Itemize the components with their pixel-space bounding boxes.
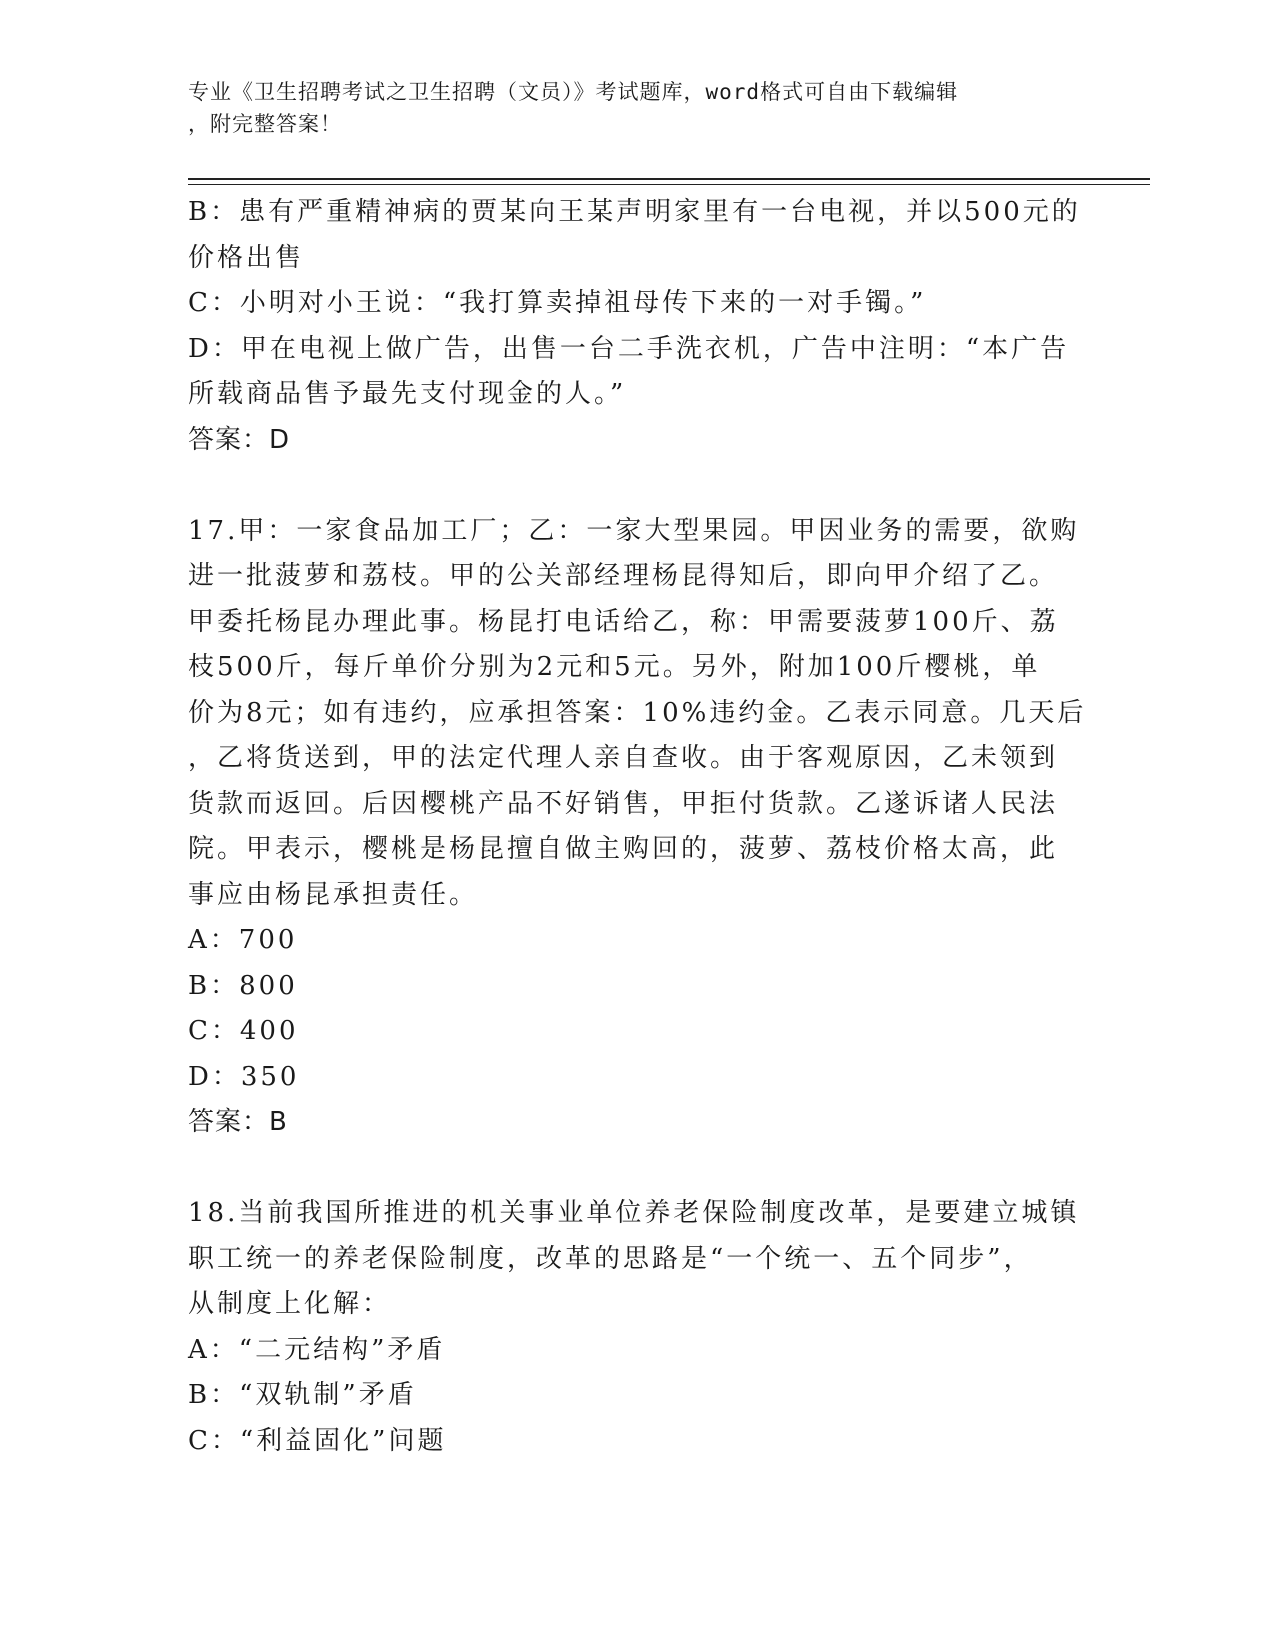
document-header [188,76,1088,140]
option-b-line-1: B：患有严重精神病的贾某向王某声明家里有一台电视，并以500元的 [188,197,1081,227]
option-d-line-2: 所载商品售予最先支付现金的人。” [188,379,627,409]
question-content [188,190,1088,1464]
question-stem-line: 17.甲：一家食品加工厂；乙：一家大型果园。甲因业务的需要，欲购 [188,515,1080,546]
option-c: C：400 [188,1016,299,1046]
answer-label: 答案：D [188,424,291,455]
question-stem-line: 从制度上化解： [188,1289,392,1319]
option-a: A：700 [188,925,298,955]
option-b: B：“双轨制”矛盾 [188,1380,417,1410]
question-stem-line: 事应由杨昆承担责任。 [188,879,479,910]
question-17 [188,509,1088,1146]
question-stem-line: 职工统一的养老保险制度，改革的思路是“一个统一、五个同步”， [188,1243,1033,1274]
header-divider-bottom [188,184,1150,185]
question-stem-line: 甲委托杨昆办理此事。杨昆打电话给乙，称：甲需要菠萝100斤、荔 [188,606,1059,637]
header-line-1: 专业《卫生招聘考试之卫生招聘（文员）》考试题库，word格式可自由下载编辑 [188,80,959,104]
question-stem-line: 枝500斤，每斤单价分别为2元和5元。另外，附加100斤樱桃，单 [188,652,1041,682]
option-d-line-1: D：甲在电视上做广告，出售一台二手洗衣机，广告中注明：“本广告 [188,333,1070,364]
header-line-2: ，附完整答案！ [188,112,342,136]
option-c: C：“利益固化”问题 [188,1425,447,1456]
question-stem-line: 18.当前我国所推进的机关事业单位养老保险制度改革，是要建立城镇 [188,1198,1080,1228]
option-d: D：350 [188,1061,300,1092]
option-a: A：“二元结构”矛盾 [188,1334,446,1365]
question-stem-line: 货款而返回。后因樱桃产品不好销售，甲拒付货款。乙遂诉诸人民法 [188,788,1059,819]
question-stem-line: 价为8元；如有违约，应承担答案：10%违约金。乙表示同意。几天后 [188,697,1087,728]
question-18 [188,1191,1088,1464]
answer-label: 答案：B [188,1107,288,1137]
option-c: C：小明对小王说：“我打算卖掉祖母传下来的一对手镯。” [188,288,927,318]
question-stem-line: 院。甲表示，樱桃是杨昆擅自做主购回的，菠萝、荔枝价格太高，此 [188,834,1059,864]
question-16-tail [188,190,1088,463]
spacer [188,463,1088,509]
header-divider-top [188,178,1150,180]
question-stem-line: ，乙将货送到，甲的法定代理人亲自查收。由于客观原因，乙未领到 [188,743,1059,773]
question-stem-line: 进一批菠萝和荔枝。甲的公关部经理杨昆得知后，即向甲介绍了乙。 [188,561,1059,591]
option-b-line-2: 价格出售 [188,242,305,273]
spacer [188,1146,1088,1192]
option-b: B：800 [188,970,298,1001]
